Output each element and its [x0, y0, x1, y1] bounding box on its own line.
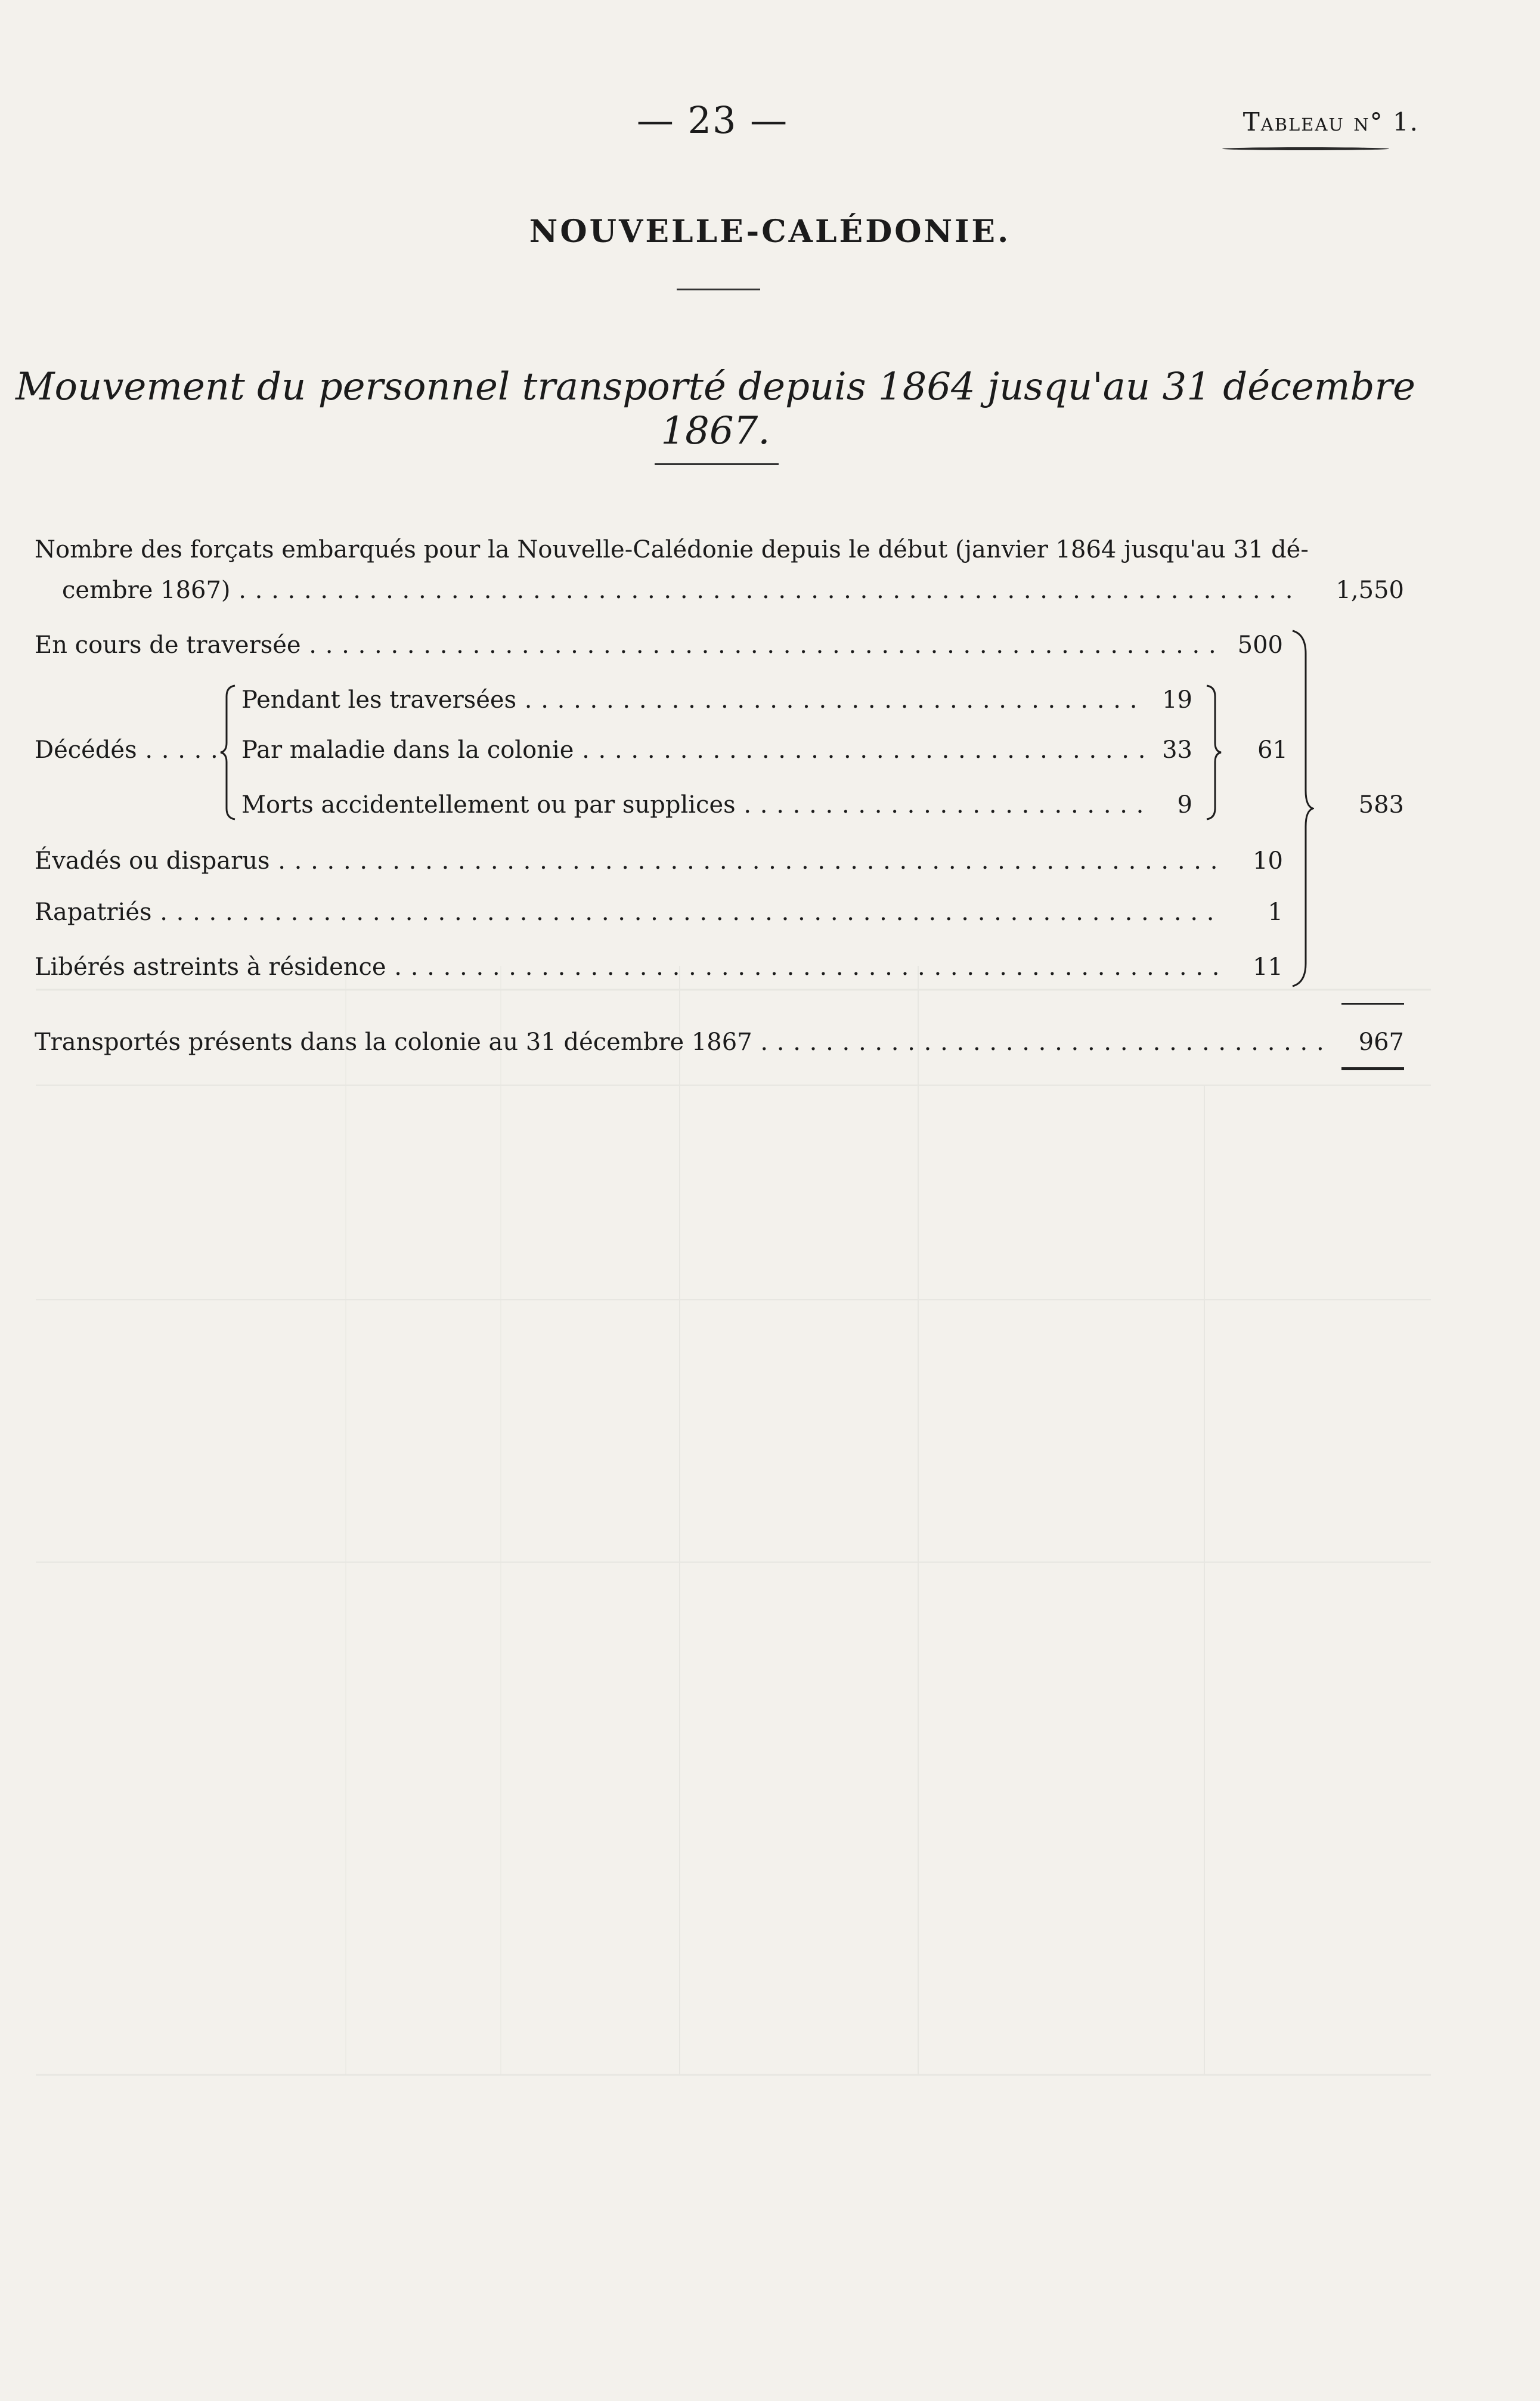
row-evades	[35, 845, 1221, 876]
row-decedes-label: Décédés . . .	[35, 736, 225, 764]
brace-decedes-left	[219, 684, 237, 820]
row-traversee-label: En cours de traversée . . .	[35, 631, 1221, 659]
value-rapatries: 1	[1268, 899, 1283, 926]
row-deces-traversees	[241, 684, 1148, 715]
row-decedes	[35, 735, 225, 766]
value-deces-traversees: 19	[1162, 686, 1192, 714]
row-liberes-label: Libérés astreints à résidence . . .	[35, 953, 1221, 981]
brace-subtotal	[1290, 630, 1314, 987]
table-subtitle: Mouvement du personnel transporté depuis 1864 jusqu'au 31 décembre 1867.	[16, 365, 1415, 453]
deces-traversees-label: Pendant les traversées . . .	[241, 686, 1148, 714]
bleed-through-ghost	[36, 966, 1431, 2099]
brace-decedes-right	[1204, 684, 1222, 820]
tableau-reference: Tableau n° 1.	[1242, 107, 1419, 137]
page-number: — 23 —	[636, 98, 789, 142]
value-evades: 10	[1253, 847, 1283, 875]
row-total-label: Transportés présents dans la colonie au 31 décembre 1867 . . .	[35, 1028, 1328, 1056]
row-deces-maladie	[241, 735, 1148, 766]
row-embarques-label: cembre 1867) . . .	[62, 577, 1296, 604]
row-rapatries-label: Rapatriés . . .	[35, 899, 1221, 926]
deces-maladie-label: Par maladie dans la colonie . . .	[241, 736, 1148, 764]
deces-accidentels-label: Morts accidentellement ou par supplices . . .	[241, 791, 1148, 819]
value-total: 967	[1358, 1028, 1404, 1056]
total-rule	[1341, 1003, 1404, 1005]
row-embarques-line2	[62, 575, 1296, 606]
value-embarques: 1,550	[1336, 577, 1404, 604]
row-evades-label: Évadés ou disparus . . .	[35, 847, 1221, 875]
row-liberes	[35, 952, 1221, 983]
value-deces-accidentels: 9	[1177, 791, 1192, 819]
row-deces-accidentels	[241, 789, 1148, 820]
row-traversee	[35, 630, 1221, 661]
title-rule	[677, 289, 760, 290]
row-embarques-line1: Nombre des forçats embarqués pour la Nouvelle-Calédonie depuis le début (janvier 1864 jusqu'au 31 dé-	[35, 536, 1309, 563]
row-total	[35, 1027, 1328, 1058]
total-underline	[1341, 1067, 1404, 1070]
row-rapatries	[35, 897, 1221, 928]
value-traversee: 500	[1237, 631, 1283, 659]
tableau-underline	[1222, 147, 1389, 150]
value-decedes-total: 61	[1257, 736, 1288, 764]
region-title: NOUVELLE-CALÉDONIE.	[529, 213, 1011, 250]
subtitle-rule	[655, 463, 779, 465]
value-deces-maladie: 33	[1162, 736, 1192, 764]
value-subtotal: 583	[1358, 791, 1404, 819]
value-liberes: 11	[1253, 953, 1283, 981]
